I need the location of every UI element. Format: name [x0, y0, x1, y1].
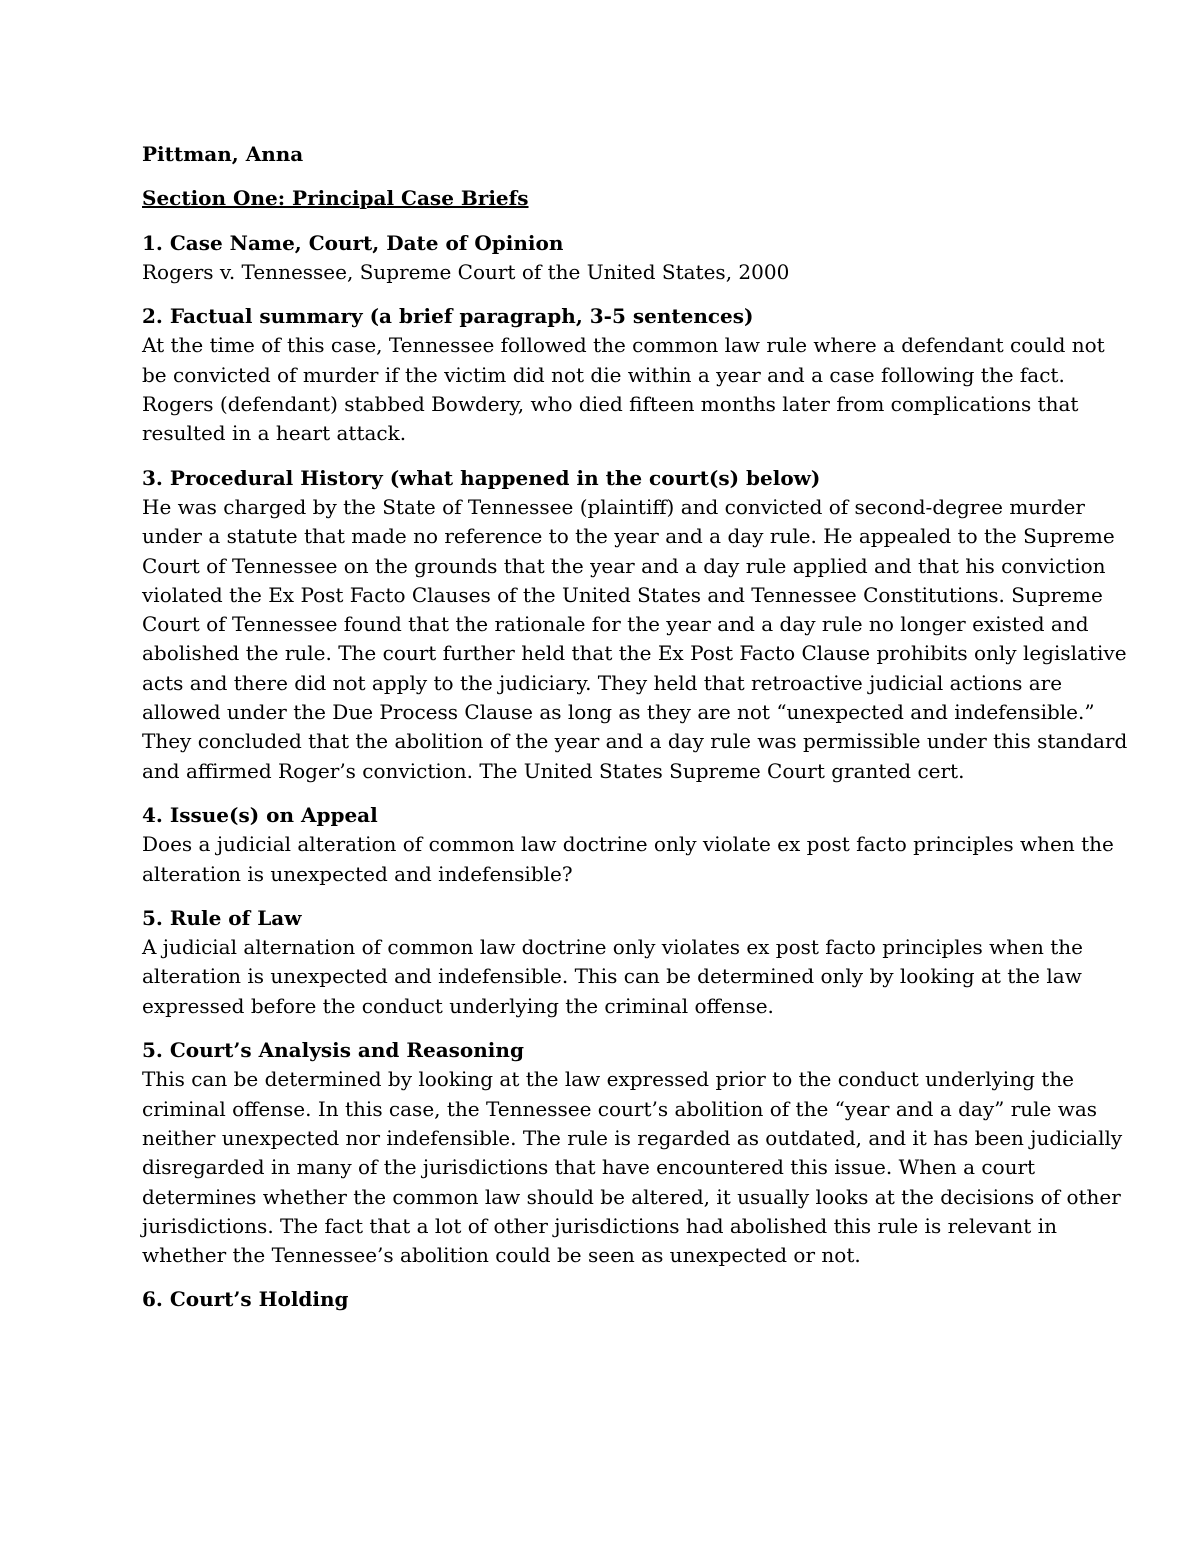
- document-page: [142, 140, 1128, 1315]
- body-line: criminal offense. In this case, the Tennessee court’s abolition of the “year and a day” rule was: [142, 1096, 1098, 1121]
- section-heading: 1. Case Name, Court, Date of Opinion: [142, 230, 564, 255]
- body-line: neither unexpected nor indefensible. The rule is regarded as outdated, and it has been judicially: [142, 1125, 1123, 1150]
- section-body: [142, 830, 1114, 889]
- body-line: At the time of this case, Tennessee followed the common law rule where a defendant could not: [142, 333, 1105, 358]
- body-line: whether the Tennessee’s abolition could be seen as unexpected or not.: [142, 1243, 861, 1268]
- section-heading: 5. Rule of Law: [142, 905, 302, 930]
- body-line: Court of Tennessee on the grounds that the year and a day rule applied and that his conviction: [142, 553, 1106, 578]
- body-line: They concluded that the abolition of the year and a day rule was permissible under this standard: [142, 729, 1128, 754]
- section-heading: 3. Procedural History (what happened in the court(s) below): [142, 465, 821, 490]
- body-line: alteration is unexpected and indefensible. This can be determined only by looking at the law: [142, 964, 1082, 989]
- body-line: under a statute that made no reference to the year and a day rule. He appealed to the Supreme: [142, 524, 1115, 549]
- body-line: disregarded in many of the jurisdictions that have encountered this issue. When a court: [142, 1155, 1036, 1180]
- body-line: alteration is unexpected and indefensible?: [142, 861, 573, 886]
- section-body: [142, 258, 1062, 287]
- section-body: [142, 933, 1083, 1021]
- section-heading: 5. Court’s Analysis and Reasoning: [142, 1038, 524, 1063]
- section-body: [142, 493, 1128, 786]
- body-line: jurisdictions. The fact that a lot of other jurisdictions had abolished this rule is relevant in: [142, 1213, 1057, 1238]
- body-line: be convicted of murder if the victim did not die within a year and a case following the fact.: [142, 362, 1065, 387]
- body-line: Rogers v. Tennessee, Supreme Court of the United States, 2000: [142, 259, 790, 284]
- section-heading: 4. Issue(s) on Appeal: [142, 802, 378, 827]
- body-line: This can be determined by looking at the law expressed prior to the conduct underlying the: [142, 1067, 1074, 1092]
- body-line: determines whether the common law should be altered, it usually looks at the decisions of other: [142, 1184, 1121, 1209]
- body-line: resulted in a heart attack.: [142, 421, 407, 446]
- body-line: expressed before the conduct underlying the criminal offense.: [142, 993, 774, 1018]
- section-heading: 2. Factual summary (a brief paragraph, 3-5 sentences): [142, 304, 754, 329]
- body-line: He was charged by the State of Tennessee (plaintiff) and convicted of second-degree murder: [142, 494, 1085, 519]
- body-line: Does a judicial alteration of common law doctrine only violate ex post facto principles when the: [142, 832, 1114, 857]
- body-line: violated the Ex Post Facto Clauses of the United States and Tennessee Constitutions. Supreme: [142, 582, 1103, 607]
- body-line: and affirmed Roger’s conviction. The United States Supreme Court granted cert.: [142, 758, 965, 783]
- brief-sections: [142, 229, 1128, 1315]
- body-line: abolished the rule. The court further held that the Ex Post Facto Clause prohibits only legislative: [142, 641, 1127, 666]
- section-body: [142, 331, 1105, 448]
- body-line: acts and there did not apply to the judiciary. They held that retroactive judicial actions are: [142, 670, 1063, 695]
- author-name: Pittman, Anna: [142, 142, 304, 166]
- section-body: [142, 1065, 1123, 1270]
- body-line: A judicial alternation of common law doctrine only violates ex post facto principles when the: [142, 935, 1083, 960]
- body-line: Rogers (defendant) stabbed Bowdery, who died fifteen months later from complications that: [142, 392, 1079, 417]
- body-line: allowed under the Due Process Clause as long as they are not “unexpected and indefensible.”: [142, 700, 1095, 725]
- body-line: Court of Tennessee found that the rationale for the year and a day rule no longer existed and: [142, 612, 1089, 637]
- section-title: Section One: Principal Case Briefs: [142, 186, 529, 211]
- section-heading: 6. Court’s Holding: [142, 1287, 349, 1312]
